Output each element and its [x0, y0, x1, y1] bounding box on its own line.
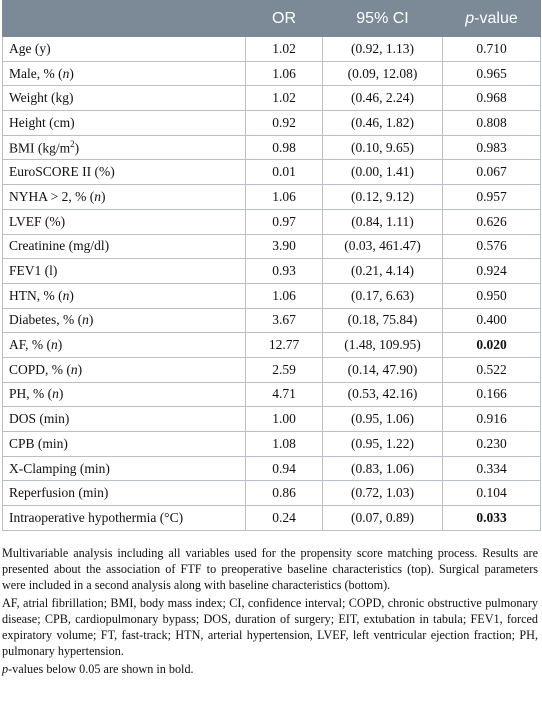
- row-ci: (0.46, 2.24): [323, 86, 443, 111]
- row-p-value: 0.522: [443, 357, 541, 382]
- table-row: [3, 333, 541, 358]
- row-or: 2.59: [246, 357, 323, 382]
- row-variable-italic: n: [70, 361, 78, 377]
- row-variable: [3, 456, 246, 481]
- row-ci: (0.92, 1.13): [323, 37, 443, 62]
- row-p-value: 0.950: [443, 283, 541, 308]
- header-or: OR: [246, 1, 323, 37]
- row-variable: [3, 333, 246, 358]
- row-variable: [3, 61, 246, 86]
- row-variable-text: NYHA > 2, % (: [9, 188, 95, 204]
- row-variable-text: BMI (kg/m: [9, 140, 71, 156]
- row-or: 1.00: [246, 407, 323, 432]
- row-variable-tail: ): [57, 337, 63, 353]
- row-variable: [3, 407, 246, 432]
- table-row: [3, 111, 541, 136]
- row-variable-text: Creatinine (mg/dl): [9, 238, 110, 254]
- table-row: [3, 259, 541, 284]
- row-variable: [3, 209, 246, 234]
- row-variable: [3, 506, 246, 531]
- row-variable-italic: n: [51, 337, 58, 353]
- row-variable-text: EuroSCORE II (%): [9, 164, 115, 180]
- row-or: 0.93: [246, 259, 323, 284]
- row-ci: (0.10, 9.65): [323, 135, 443, 160]
- table-row: [3, 481, 541, 506]
- row-variable: [3, 357, 246, 382]
- row-variable: [3, 283, 246, 308]
- row-ci: (0.09, 12.08): [323, 61, 443, 86]
- row-p-value: 0.230: [443, 432, 541, 457]
- row-p-value: 0.020: [443, 333, 541, 358]
- row-variable-text: FEV1 (l): [9, 263, 58, 279]
- row-or: 4.71: [246, 382, 323, 407]
- row-variable: [3, 481, 246, 506]
- row-p-value: 0.334: [443, 456, 541, 481]
- row-variable-text: CPB (min): [9, 435, 68, 451]
- row-ci: (0.95, 1.06): [323, 407, 443, 432]
- row-variable-text: LVEF (%): [9, 213, 66, 229]
- header-p-rest: -value: [474, 9, 518, 27]
- row-variable-italic: n: [82, 312, 89, 328]
- row-ci: (0.17, 6.63): [323, 283, 443, 308]
- row-variable-tail: ): [74, 140, 80, 156]
- row-variable-text: Reperfusion (min): [9, 485, 109, 501]
- row-variable-text: Intraoperative hypothermia (°C): [9, 509, 184, 525]
- table-row: [3, 185, 541, 210]
- row-ci: (0.00, 1.41): [323, 160, 443, 185]
- row-p-value: 0.916: [443, 407, 541, 432]
- row-ci: (0.14, 47.90): [323, 357, 443, 382]
- row-variable-text: Male, % (: [9, 65, 63, 81]
- footnote-bold-note: [2, 661, 538, 677]
- row-p-value: 0.710: [443, 37, 541, 62]
- table-row: [3, 234, 541, 259]
- row-ci: (0.12, 9.12): [323, 185, 443, 210]
- row-variable: [3, 382, 246, 407]
- row-ci: (0.07, 0.89): [323, 506, 443, 531]
- row-or: 0.24: [246, 506, 323, 531]
- row-variable-tail: ): [58, 386, 64, 402]
- table-row: [3, 37, 541, 62]
- row-or: 1.02: [246, 86, 323, 111]
- row-p-value: 0.924: [443, 259, 541, 284]
- row-variable-tail: ): [88, 312, 94, 328]
- row-variable: [3, 135, 246, 160]
- row-p-value: 0.626: [443, 209, 541, 234]
- row-variable: [3, 37, 246, 62]
- table-row: [3, 283, 541, 308]
- row-variable-text: AF, % (: [9, 337, 52, 353]
- header-p-value: [443, 1, 541, 37]
- row-p-value: 0.965: [443, 61, 541, 86]
- row-or: 1.06: [246, 283, 323, 308]
- table-row: [3, 432, 541, 457]
- row-or: 0.94: [246, 456, 323, 481]
- row-or: 1.02: [246, 37, 323, 62]
- row-or: 0.98: [246, 135, 323, 160]
- table-footnotes: [2, 545, 538, 679]
- footnote-p-italic: p: [2, 662, 9, 676]
- row-ci: (0.18, 75.84): [323, 308, 443, 333]
- row-ci: (1.48, 109.95): [323, 333, 443, 358]
- row-variable-text: Weight (kg): [9, 90, 74, 106]
- row-variable-tail: ): [69, 287, 74, 303]
- table-row: [3, 357, 541, 382]
- row-variable: [3, 259, 246, 284]
- row-p-value: 0.968: [443, 86, 541, 111]
- row-p-value: 0.576: [443, 234, 541, 259]
- row-or: 0.97: [246, 209, 323, 234]
- row-variable: [3, 111, 246, 136]
- table-row: [3, 86, 541, 111]
- table-row: [3, 407, 541, 432]
- row-variable-italic: n: [94, 188, 101, 204]
- row-variable: [3, 86, 246, 111]
- table-row: [3, 456, 541, 481]
- row-p-value: 0.067: [443, 160, 541, 185]
- header-variable: [3, 1, 246, 37]
- row-or: 3.67: [246, 308, 323, 333]
- row-variable-italic: n: [52, 386, 59, 402]
- row-p-value: 0.808: [443, 111, 541, 136]
- row-or: 0.92: [246, 111, 323, 136]
- row-p-value: 0.983: [443, 135, 541, 160]
- table-row: [3, 209, 541, 234]
- row-variable-text: X-Clamping (min): [9, 460, 110, 476]
- row-variable-tail: ): [100, 188, 106, 204]
- row-ci: (0.84, 1.11): [323, 209, 443, 234]
- row-ci: (0.03, 461.47): [323, 234, 443, 259]
- row-or: 1.06: [246, 61, 323, 86]
- row-ci: (0.46, 1.82): [323, 111, 443, 136]
- row-variable-text: Age (y): [9, 40, 51, 56]
- table-row: [3, 382, 541, 407]
- row-variable-tail: ): [69, 65, 74, 81]
- row-variable: [3, 432, 246, 457]
- header-p-italic: p: [465, 9, 475, 27]
- table-row: [3, 135, 541, 160]
- footnote-p-rest: -values below 0.05 are shown in bold.: [8, 662, 194, 676]
- row-or: 1.08: [246, 432, 323, 457]
- row-p-value: 0.033: [443, 506, 541, 531]
- row-p-value: 0.400: [443, 308, 541, 333]
- row-ci: (0.72, 1.03): [323, 481, 443, 506]
- table-row: [3, 61, 541, 86]
- row-ci: (0.21, 4.14): [323, 259, 443, 284]
- row-variable-tail: ): [77, 361, 83, 377]
- results-table: [2, 0, 541, 531]
- table-row: [3, 308, 541, 333]
- row-variable-italic: n: [62, 65, 70, 81]
- row-p-value: 0.957: [443, 185, 541, 210]
- row-p-value: 0.166: [443, 382, 541, 407]
- row-variable-text: PH, % (: [9, 386, 53, 402]
- row-variable-text: DOS (min): [9, 411, 70, 427]
- row-ci: (0.95, 1.22): [323, 432, 443, 457]
- row-variable-text: Height (cm): [9, 114, 75, 130]
- table-row: [3, 506, 541, 531]
- footnote-abbreviations: AF, atrial fibrillation; BMI, body mass index; CI, confidence interval; COPD, chronic obstructive pulmonary disease; CPB, cardiopulmonary bypass; DOS, duration of surgery; EIT, extubation in tabula; FEV1, forced expiratory volume; FT, fast-track; HTN, arterial hypertension, LVEF, left ventricular ejection fraction; PH, pulmonary hypertension.: [2, 596, 538, 658]
- row-ci: (0.53, 42.16): [323, 382, 443, 407]
- row-p-value: 0.104: [443, 481, 541, 506]
- row-variable-superscript: 2: [70, 138, 75, 149]
- footnote-method: Multivariable analysis including all variables used for the propensity score matching process. Results are presented about the association of FTF to preoperative baseline characteristics (top). Surgical parameters were included in a second analysis along with baseline characteristics (bottom).: [2, 546, 538, 592]
- header-ci: 95% CI: [323, 1, 443, 37]
- row-or: 12.77: [246, 333, 323, 358]
- row-variable-italic: n: [62, 287, 70, 303]
- table-row: [3, 160, 541, 185]
- row-variable-text: Diabetes, % (: [9, 312, 83, 328]
- row-variable: [3, 308, 246, 333]
- row-or: 1.06: [246, 185, 323, 210]
- row-or: 0.01: [246, 160, 323, 185]
- row-or: 3.90: [246, 234, 323, 259]
- row-ci: (0.83, 1.06): [323, 456, 443, 481]
- row-or: 0.86: [246, 481, 323, 506]
- row-variable: [3, 234, 246, 259]
- row-variable-text: HTN, % (: [9, 287, 63, 303]
- table-header-row: [3, 1, 541, 37]
- row-variable: [3, 160, 246, 185]
- row-variable: [3, 185, 246, 210]
- row-variable-text: COPD, % (: [9, 361, 71, 377]
